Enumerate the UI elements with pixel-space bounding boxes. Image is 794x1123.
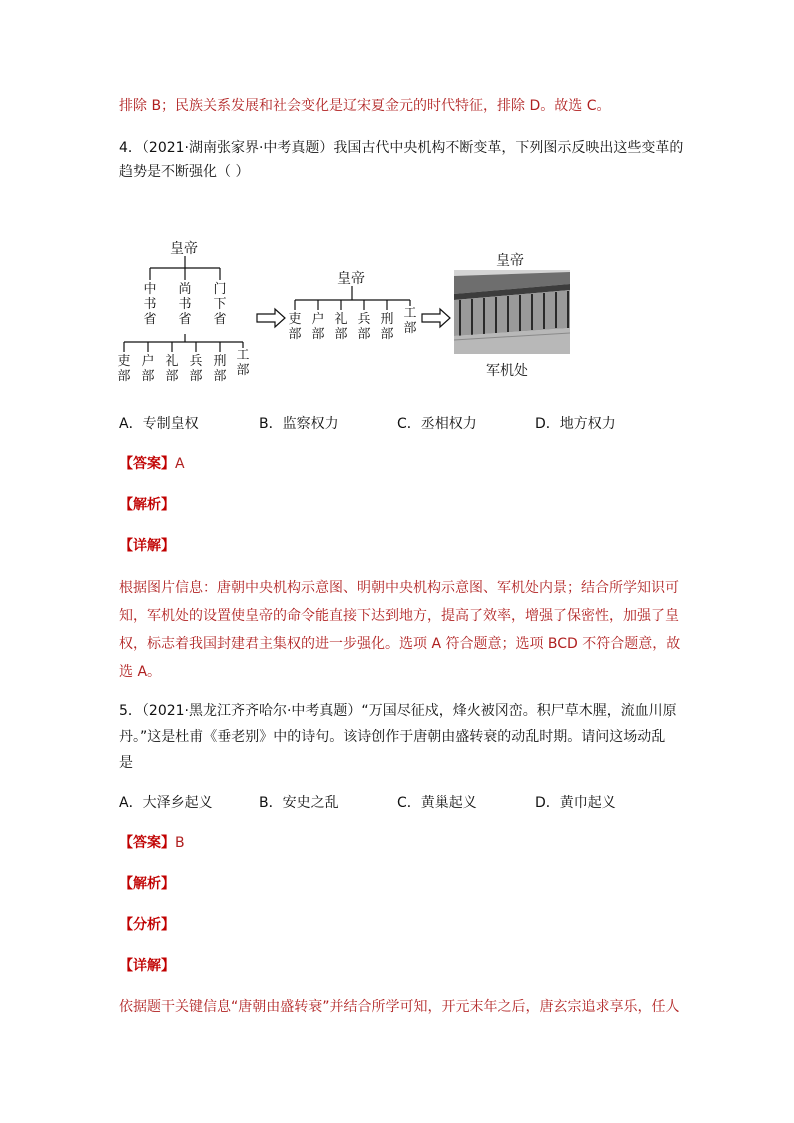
q4-answer: [119, 454, 185, 474]
q5-option-a: A．大泽乡起义: [119, 795, 213, 811]
q5-stem-line2: 丹。”这是杜甫《垂老别》中的诗句。该诗创作于唐朝由盛转衰的动乱时期。请问这场动乱: [119, 729, 666, 745]
q5-answer-value: B: [175, 835, 185, 851]
q5-stem-line1: 5．（2021·黑龙江齐齐哈尔·中考真题）“万国尽征戍，烽火被冈峦。积尸草木腥，流血川原: [119, 703, 677, 719]
q4-detail-label: 【详解】: [119, 538, 175, 554]
tang-province-shangshu: 尚书省: [178, 282, 192, 327]
q5-answer-label: 【答案】: [119, 835, 175, 851]
tang-ministry-hu: 户部: [141, 354, 155, 384]
q5-detail-label: 【详解】: [119, 958, 175, 974]
q5-option-b: B．安史之乱: [259, 795, 339, 811]
q5-option-c: C．黄巢起义: [397, 795, 477, 811]
prev-answer-tail: 排除 B；民族关系发展和社会变化是辽宋夏金元的时代特征，排除 D。故选 C。: [119, 98, 611, 114]
q5-option-d: D．黄巾起义: [535, 795, 616, 811]
q4-detail-line2: 知，军机处的设置使皇帝的命令能直接下达到地方，提高了效率，增强了保密性，加强了皇: [119, 608, 679, 624]
q5-answer: [119, 833, 185, 853]
q4-diagram: [110, 228, 590, 398]
q4-answer-label: 【答案】: [119, 456, 175, 472]
q4-stem-line1: 4．（2021·湖南张家界·中考真题）我国古代中央机构不断变革，下列图示反映出这些变革的: [119, 140, 684, 156]
ming-ministry-xing: 刑部: [380, 312, 394, 342]
q5-fenxi-label: 【分析】: [119, 917, 175, 933]
qing-caption: 军机处: [486, 363, 528, 379]
ming-emperor: 皇帝: [337, 271, 365, 287]
q5-detail-line1: 依据题干关键信息“唐朝由盛转衰”并结合所学可知，开元末年之后，唐玄宗追求享乐，任人: [119, 999, 680, 1015]
tang-ministry-li2: 礼部: [165, 354, 179, 384]
q4-answer-value: A: [175, 456, 185, 472]
tang-ministry-bing: 兵部: [189, 354, 203, 384]
q4-stem-line2: 趋势是不断强化（ ）: [119, 164, 250, 180]
tang-ministry-gong: 工部: [236, 348, 250, 378]
q4-analysis-label: 【解析】: [119, 497, 175, 513]
tang-ministry-li: 吏部: [117, 354, 131, 384]
grand-council-building-image: [454, 270, 570, 354]
qing-emperor: 皇帝: [496, 253, 524, 269]
q4-option-c: C．丞相权力: [397, 416, 477, 432]
q5-stem-line3: 是: [119, 755, 133, 771]
tang-province-zhongshu: 中书省: [143, 282, 157, 327]
q4-option-d: D．地方权力: [535, 416, 616, 432]
tang-province-menxia: 门下省: [213, 282, 227, 327]
ming-ministry-hu: 户部: [311, 312, 325, 342]
q5-analysis-label: 【解析】: [119, 876, 175, 892]
q4-detail-line3: 权，标志着我国封建君主集权的进一步强化。选项 A 符合题意；选项 BCD 不符合题意，故: [119, 636, 681, 652]
ming-ministry-bing: 兵部: [357, 312, 371, 342]
ming-ministry-li2: 礼部: [334, 312, 348, 342]
q4-detail-line4: 选 A。: [119, 664, 162, 680]
tang-emperor: 皇帝: [170, 241, 198, 257]
ming-ministry-gong: 工部: [403, 306, 417, 336]
grand-council-photo: [454, 270, 570, 354]
ming-ministry-li: 吏部: [288, 312, 302, 342]
q4-option-a: A．专制皇权: [119, 416, 199, 432]
q4-detail-line1: 根据图片信息：唐朝中央机构示意图、明朝中央机构示意图、军机处内景；结合所学知识可: [119, 580, 679, 596]
tang-ministry-xing: 刑部: [213, 354, 227, 384]
q4-option-b: B．监察权力: [259, 416, 339, 432]
